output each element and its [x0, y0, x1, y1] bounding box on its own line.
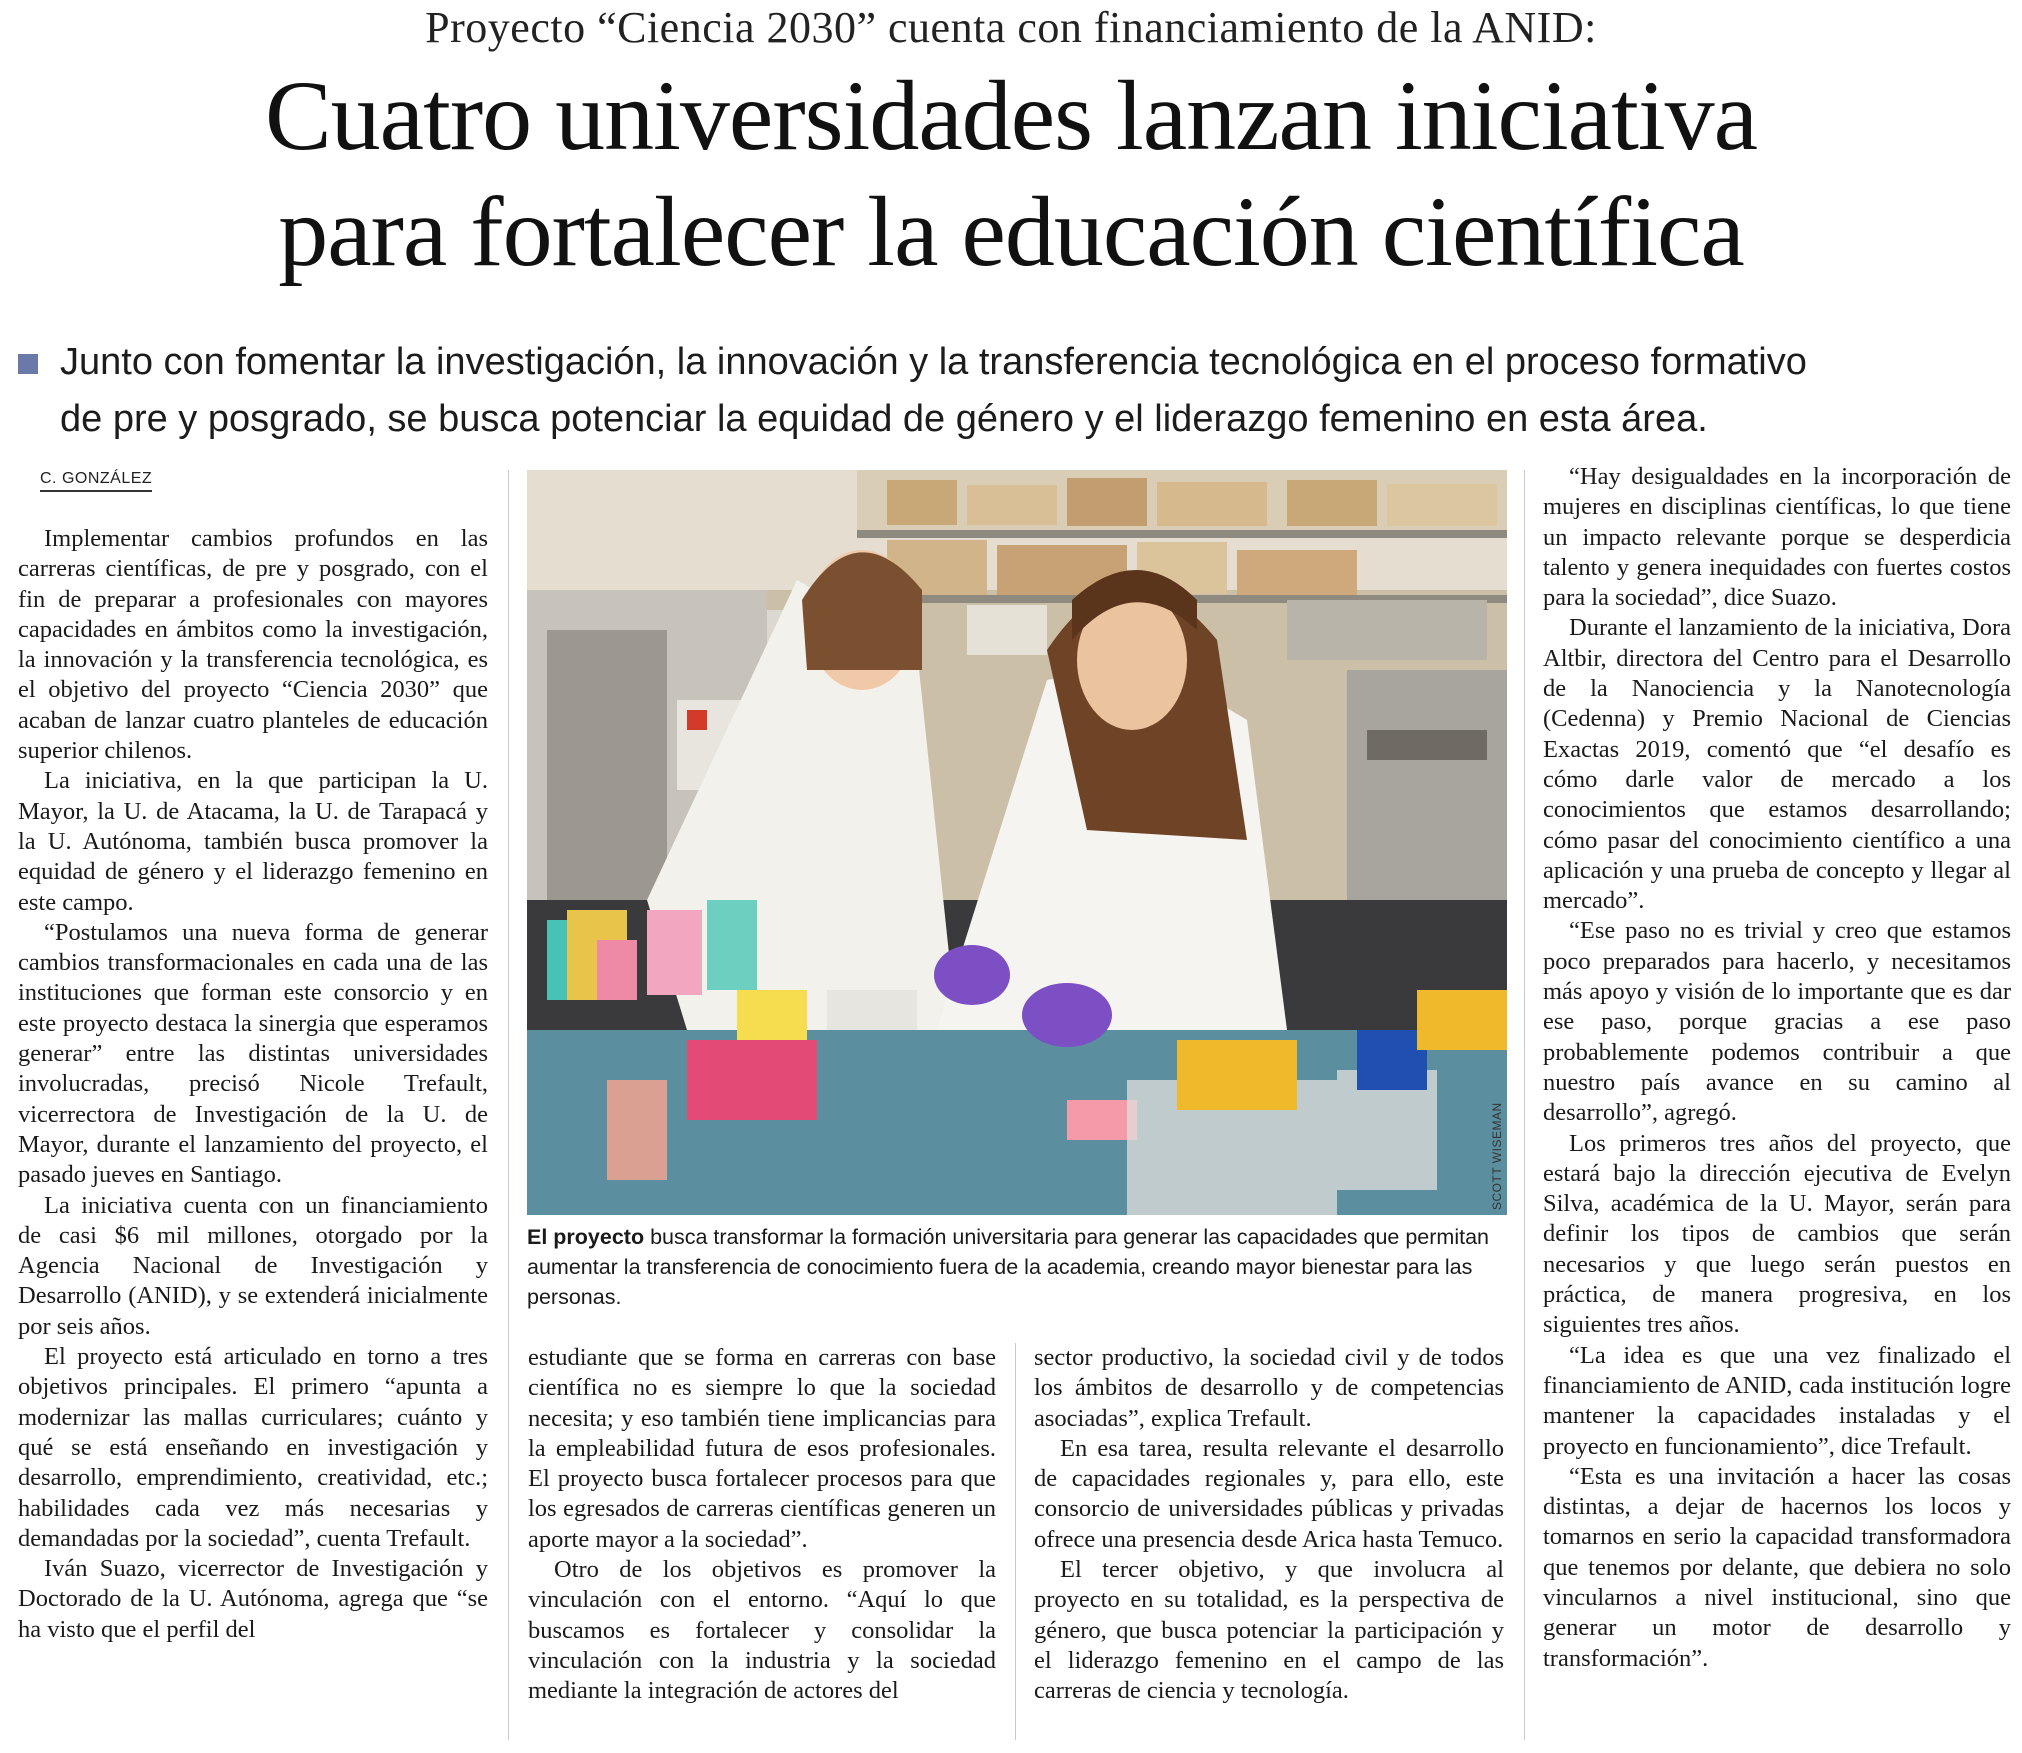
- paragraph: La iniciativa cuenta con un financiamiento de casi $6 mil millones, otorgado por la Agencia Nacional de Investigación y Desarrollo (ANID), y se extenderá inicialmente por seis años.: [18, 1191, 488, 1340]
- lab-photo: [527, 470, 1507, 1215]
- paragraph: La iniciativa, en la que participan la U. Mayor, la U. de Atacama, la U. de Tarapacá y la U. Autónoma, también busca promover la equidad de género y el liderazgo femenino en este campo.: [18, 767, 488, 916]
- paragraph: Otro de los objetivos es promover la vinculación con el entorno. “Aquí lo que buscamos es fortalecer y consolidar la vinculación con la industria y la sociedad mediante la integración de actores del: [528, 1556, 996, 1705]
- paragraph: “Hay desigualdades en la incorporación de mujeres en disciplinas científicas, lo que tiene un impacto relevante porque se desperdicia talento y genera inequidades con fuertes costos para la sociedad”, dice Suazo.: [1543, 463, 2011, 612]
- paragraph: Durante el lanzamiento de la iniciativa, Dora Altbir, directora del Centro para el Desarrollo de la Nanociencia y la Nanotecnología (Cedenna) y Premio Nacional de Ciencias Exactas 2019, comentó que “el desafío es cómo darle valor de mercado a los conocimientos que estamos desarrollando; cómo pasar del conocimiento científico a una aplicación y una prueba de concepto y llegar al mercado”.: [1543, 614, 2011, 915]
- column-divider: [508, 470, 509, 1740]
- photo-credit: SCOTT WISEMAN: [1490, 1102, 1504, 1210]
- paragraph: Los primeros tres años del proyecto, que estará bajo la dirección ejecutiva de Evelyn Silva, académica de la U. Mayor, serán para definir los tipos de cambios que serán necesarios y que luego serán puestos en práctica, de manera progresiva, en los siguientes tres años.: [1543, 1129, 2011, 1339]
- column-divider: [1524, 470, 1525, 1740]
- paragraph: Iván Suazo, vicerrector de Investigación y Doctorado de la U. Autónoma, agrega que “se ha visto que el perfil del: [18, 1555, 488, 1643]
- paragraph: El tercer objetivo, y que involucra al proyecto en su totalidad, es la perspectiva de género, que busca potenciar la participación y el liderazgo femenino en el campo de las carreras de ciencia y tecnología.: [1034, 1556, 1504, 1705]
- text-column-1: [18, 524, 488, 1645]
- paragraph: En esa tarea, resulta relevante el desarrollo de capacidades regionales y, para ello, este consorcio de universidades públicas y privadas ofrece una presencia desde Arica hasta Temuco.: [1034, 1434, 1504, 1553]
- caption-text: busca transformar la formación universitaria para generar las capacidades que permitan aumentar la transferencia de conocimiento fuera de la academia, creando mayor bienestar para las personas.: [527, 1225, 1489, 1309]
- photo-caption: [527, 1222, 1502, 1312]
- text-column-3: [1034, 1343, 1504, 1707]
- paragraph: “Postulamos una nueva forma de generar cambios transformacionales en cada una de las instituciones que forman este consorcio y en este proyecto destaca la sinergia que esperamos generar” entre las distintas universidades involucradas, precisó Nicole Trefault, vicerrectora de Investigación de la U. de Mayor, durante el lanzamiento del proyecto, el pasado jueves en Santiago.: [18, 918, 488, 1189]
- text-column-4: [1543, 462, 2011, 1674]
- caption-lead: El proyecto: [527, 1225, 645, 1249]
- subhead-line: de pre y posgrado, se busca potenciar la equidad de género y el liderazgo femenino en esta área.: [60, 398, 1708, 440]
- article-kicker: Proyecto “Ciencia 2030” cuenta con financiamiento de la ANID:: [425, 3, 1597, 52]
- square-bullet-icon: [18, 354, 38, 374]
- byline: C. GONZÁLEZ: [40, 470, 152, 492]
- paragraph: Implementar cambios profundos en las carreras científicas, de pre y posgrado, con el fin de preparar a profesionales con mayores capacidades en ámbitos como la investigación, la innovación y la transferencia tecnológica, es el objetivo del proyecto “Ciencia 2030” que acaban de lanzar cuatro planteles de educación superior chilenos.: [18, 525, 488, 765]
- headline-line: Cuatro universidades lanzan iniciativa: [264, 60, 1758, 171]
- paragraph: “Ese paso no es trivial y creo que estamos poco preparados para hacerlo, y necesitamos más apoyo y visión de lo importante que es dar ese paso, porque gracias a ese paso probablemente podemos contribuir a que nuestro país avance en su camino al desarrollo”, agregó.: [1543, 917, 2011, 1127]
- headline-line: para fortalecer la educación científica: [278, 176, 1744, 287]
- paragraph: El proyecto está articulado en torno a tres objetivos principales. El primero “apunta a modernizar las mallas curriculares; cuánto y qué se está enseñando en investigación y desarrollo, emprendimiento, creatividad, etc.; habilidades cada vez más necesarias y demandadas por la sociedad”, cuenta Trefault.: [18, 1343, 488, 1552]
- column-divider: [1015, 1343, 1016, 1740]
- text-column-2: [528, 1343, 996, 1707]
- article-headline: [0, 58, 2022, 290]
- subhead-line: Junto con fomentar la investigación, la innovación y la transferencia tecnológica en el proceso formativo: [60, 341, 1807, 383]
- paragraph: “Esta es una invitación a hacer las cosas distintas, a dejar de hacernos los locos y tomarnos en serio la capacidad transformadora que tenemos por delante, que debiera no solo vincularnos a nivel institucional, sino que generar un motor de desarrollo y transformación”.: [1543, 1462, 2011, 1672]
- paragraph: sector productivo, la sociedad civil y de todos los ámbitos de desarrollo y de competencias asociadas”, explica Trefault.: [1034, 1344, 1504, 1432]
- paragraph: “La idea es que una vez finalizado el financiamiento de ANID, cada institución logre mantener la capacidades instaladas y el proyecto en funcionamiento”, dice Trefault.: [1543, 1341, 2011, 1460]
- paragraph: estudiante que se forma en carreras con base científica no es siempre lo que la sociedad necesita; y eso también tiene implicancias para la empleabilidad futura de esos profesionales. El proyecto busca fortalecer procesos para que los egresados de carreras científicas generen un aporte mayor a la sociedad”.: [528, 1344, 996, 1553]
